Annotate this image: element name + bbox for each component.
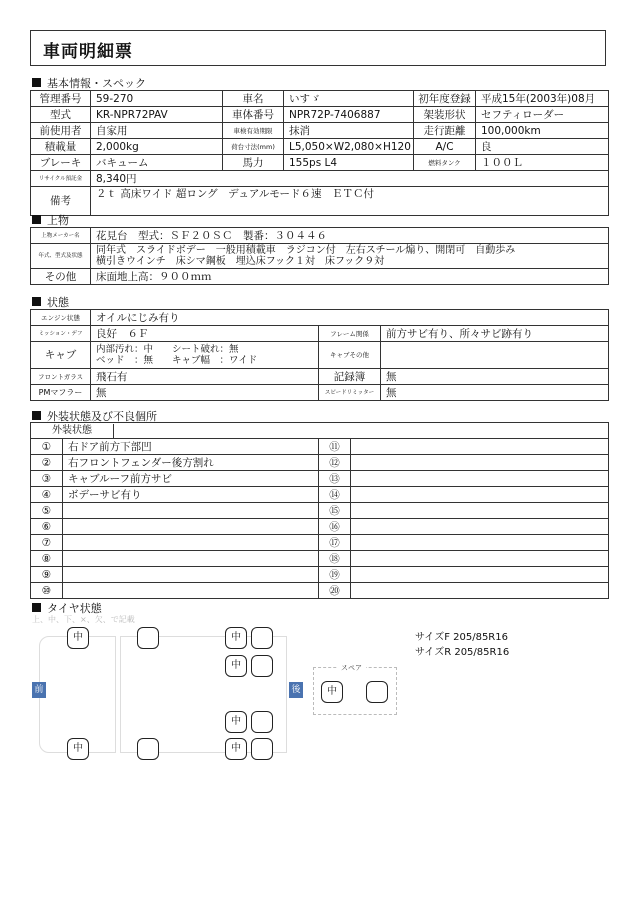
recycle-value: 8,340円 bbox=[91, 171, 609, 187]
defect-number: ⑭ bbox=[319, 487, 351, 503]
field-label: 馬力 bbox=[223, 155, 284, 171]
table-row bbox=[31, 503, 609, 519]
defect-text bbox=[63, 535, 319, 551]
field-label: 車検有効期限 bbox=[223, 123, 284, 139]
field-label: 型式 bbox=[31, 107, 91, 123]
engine-value: オイルにじみ有り bbox=[91, 310, 609, 326]
mission-value: 良好 ６Ｆ bbox=[91, 326, 319, 342]
field-label: A/C bbox=[414, 139, 476, 155]
cab-other-value bbox=[381, 342, 609, 369]
field-label: 車体番号 bbox=[223, 107, 284, 123]
tire-spare-2 bbox=[366, 681, 388, 703]
table-row bbox=[31, 91, 609, 107]
tire-mid-top bbox=[137, 627, 159, 649]
defect-number: ⑪ bbox=[319, 439, 351, 455]
maker-label: 上物メーカー名 bbox=[31, 228, 91, 244]
defect-number: ⑫ bbox=[319, 455, 351, 471]
tire-hint: 上、中、下、×、欠、で記載 bbox=[32, 615, 135, 624]
defect-text bbox=[351, 503, 609, 519]
tire-spare-1: 中 bbox=[321, 681, 343, 703]
exterior-header: 外装状態 bbox=[31, 424, 114, 438]
year-value-1: 同年式 スライドボデー 一般用積載車 ラジコン付 左右スチール煽り、開閉可 自動歩み bbox=[96, 245, 516, 256]
defect-number: ⑱ bbox=[319, 551, 351, 567]
field-value: NPR72P-7406887 bbox=[284, 107, 414, 123]
table-row bbox=[31, 187, 609, 216]
tire-rear-4b bbox=[251, 738, 273, 760]
basic-info-table bbox=[30, 90, 609, 216]
defect-text bbox=[351, 455, 609, 471]
glass-value: 飛石有 bbox=[91, 369, 319, 385]
field-value: セフティローダー bbox=[476, 107, 609, 123]
defect-number: ④ bbox=[31, 487, 63, 503]
field-value: 155ps L4 bbox=[284, 155, 414, 171]
field-value: １００Ｌ bbox=[476, 155, 609, 171]
section-status-heading bbox=[32, 294, 69, 310]
year-label: 年式、型式及状態 bbox=[31, 244, 91, 269]
defect-number: ⑨ bbox=[31, 567, 63, 583]
maker-value: 花見台 型式：ＳＦ２０ＳＣ 製番：３０４４６ bbox=[91, 228, 609, 244]
frame-value: 前方サビ有り、所々サビ跡有り bbox=[381, 326, 609, 342]
field-label: 走行距離 bbox=[414, 123, 476, 139]
cab-outline bbox=[39, 636, 116, 753]
body-table bbox=[30, 227, 609, 285]
field-value: KR-NPR72PAV bbox=[91, 107, 223, 123]
defect-text bbox=[351, 535, 609, 551]
limiter-value: 無 bbox=[381, 385, 609, 401]
cab-label: キャブ bbox=[31, 342, 91, 369]
cab-value-2: ベッド ：無 キャブ幅 ：ワイド bbox=[96, 355, 258, 366]
table-row bbox=[31, 567, 609, 583]
other-label: その他 bbox=[31, 269, 91, 285]
table-row bbox=[31, 385, 609, 401]
section-body-heading bbox=[32, 212, 69, 228]
field-value: いすゞ bbox=[284, 91, 414, 107]
defect-text bbox=[351, 487, 609, 503]
defect-text: 右ドア前方下部凹 bbox=[63, 439, 319, 455]
defect-text bbox=[63, 519, 319, 535]
tire-rear-3a: 中 bbox=[225, 711, 247, 733]
field-label: 架装形状 bbox=[414, 107, 476, 123]
defect-text bbox=[351, 567, 609, 583]
table-row bbox=[31, 471, 609, 487]
defect-number: ⑯ bbox=[319, 519, 351, 535]
field-label: 積載量 bbox=[31, 139, 91, 155]
table-row bbox=[31, 439, 609, 455]
table-row bbox=[31, 423, 609, 439]
defect-number: ⑰ bbox=[319, 535, 351, 551]
document-title-box bbox=[30, 30, 606, 66]
defect-text bbox=[63, 583, 319, 599]
table-row bbox=[31, 244, 609, 269]
defect-number: ⑳ bbox=[319, 583, 351, 599]
defect-number: ⑥ bbox=[31, 519, 63, 535]
field-label: 荷台寸法(mm) bbox=[223, 139, 284, 155]
defect-text: 右フロントフェンダー後方割れ bbox=[63, 455, 319, 471]
log-label: 記録簿 bbox=[319, 369, 381, 385]
front-marker: 前 bbox=[32, 682, 46, 698]
field-label: ブレーキ bbox=[31, 155, 91, 171]
document-title: 車両明細票 bbox=[43, 42, 133, 62]
glass-label: フロントガラス bbox=[31, 369, 91, 385]
frame-label: フレーム関係 bbox=[319, 326, 381, 342]
defect-text bbox=[63, 503, 319, 519]
section-body-label: 上物 bbox=[47, 214, 69, 227]
defect-text bbox=[63, 567, 319, 583]
defect-number: ⑩ bbox=[31, 583, 63, 599]
field-value: 59-270 bbox=[91, 91, 223, 107]
table-row bbox=[31, 519, 609, 535]
tire-mid-bottom bbox=[137, 738, 159, 760]
field-label: 初年度登録 bbox=[414, 91, 476, 107]
tire-size-rear: サイズR 205/85R16 bbox=[415, 647, 510, 658]
tire-rear-3b bbox=[251, 711, 273, 733]
defect-number: ① bbox=[31, 439, 63, 455]
table-row bbox=[31, 487, 609, 503]
bed-outline bbox=[120, 636, 287, 753]
defect-number: ⑮ bbox=[319, 503, 351, 519]
log-value: 無 bbox=[381, 369, 609, 385]
remarks-label: 備考 bbox=[31, 187, 91, 216]
table-row bbox=[31, 369, 609, 385]
engine-label: エンジン状態 bbox=[31, 310, 91, 326]
rear-marker: 後 bbox=[289, 682, 303, 698]
spare-label: スペア bbox=[337, 663, 366, 673]
section-tires-label: タイヤ状態 bbox=[47, 602, 102, 615]
tire-rear-2a: 中 bbox=[225, 655, 247, 677]
field-value: 平成15年(2003年)08月 bbox=[476, 91, 609, 107]
field-value: 2,000kg bbox=[91, 139, 223, 155]
field-label: 燃料タンク bbox=[414, 155, 476, 171]
remarks-value: ２ｔ 高床ワイド 超ロング デュアルモード６速 ＥＴＣ付 bbox=[91, 187, 609, 216]
year-value-2: 横引きウインチ 床シマ鋼板 埋込床フック１対 床フック９対 bbox=[96, 256, 385, 267]
defect-text bbox=[351, 583, 609, 599]
field-value: 良 bbox=[476, 139, 609, 155]
recycle-label: リサイクル預託金 bbox=[31, 171, 91, 187]
defect-text: ボデーサビ有り bbox=[63, 487, 319, 503]
field-value: L5,050×W2,080×H120 bbox=[284, 139, 414, 155]
table-row bbox=[31, 228, 609, 244]
defect-number: ⑦ bbox=[31, 535, 63, 551]
section-status-label: 状態 bbox=[47, 296, 69, 309]
tire-front-right: 中 bbox=[67, 738, 89, 760]
table-row bbox=[31, 123, 609, 139]
cab-other-label: キャブその他 bbox=[319, 342, 381, 369]
defect-number: ⑬ bbox=[319, 471, 351, 487]
field-value: 抹消 bbox=[284, 123, 414, 139]
field-label: 管理番号 bbox=[31, 91, 91, 107]
muffler-value: 無 bbox=[91, 385, 319, 401]
field-value: 100,000km bbox=[476, 123, 609, 139]
table-row bbox=[31, 269, 609, 285]
table-row bbox=[31, 139, 609, 155]
mission-label: ミッション・デフ bbox=[31, 326, 91, 342]
table-row bbox=[31, 342, 609, 369]
defect-text bbox=[351, 519, 609, 535]
tire-rear-1a: 中 bbox=[225, 627, 247, 649]
table-row bbox=[31, 171, 609, 187]
table-row bbox=[31, 551, 609, 567]
limiter-label: スピードリミッター bbox=[319, 385, 381, 401]
status-table bbox=[30, 309, 609, 401]
section-basic-heading bbox=[32, 75, 146, 91]
defect-text: キャブルーフ前方サビ bbox=[63, 471, 319, 487]
exterior-table bbox=[30, 422, 609, 599]
defect-number: ⑤ bbox=[31, 503, 63, 519]
tire-rear-2b bbox=[251, 655, 273, 677]
table-row bbox=[31, 107, 609, 123]
other-value: 床面地上高：９００ｍｍ bbox=[91, 269, 609, 285]
table-row bbox=[31, 535, 609, 551]
table-row bbox=[31, 326, 609, 342]
defect-text bbox=[351, 471, 609, 487]
field-label: 車名 bbox=[223, 91, 284, 107]
tire-size-front: サイズF 205/85R16 bbox=[415, 632, 508, 643]
table-row bbox=[31, 583, 609, 599]
defect-number: ⑲ bbox=[319, 567, 351, 583]
defect-number: ③ bbox=[31, 471, 63, 487]
tire-rear-4a: 中 bbox=[225, 738, 247, 760]
table-row bbox=[31, 155, 609, 171]
defect-text bbox=[351, 551, 609, 567]
field-value: 自家用 bbox=[91, 123, 223, 139]
field-value: バキューム bbox=[91, 155, 223, 171]
field-label: 前使用者 bbox=[31, 123, 91, 139]
defect-number: ⑧ bbox=[31, 551, 63, 567]
table-row bbox=[31, 310, 609, 326]
section-basic-label: 基本情報・スペック bbox=[47, 77, 146, 90]
table-row bbox=[31, 455, 609, 471]
muffler-label: PMマフラー bbox=[31, 385, 91, 401]
tire-front-left: 中 bbox=[67, 627, 89, 649]
defect-number: ② bbox=[31, 455, 63, 471]
section-exterior-label: 外装状態及び不良個所 bbox=[47, 410, 157, 423]
cab-value-1: 内部汚れ：中 シート破れ：無 bbox=[96, 344, 239, 355]
defect-text bbox=[63, 551, 319, 567]
defect-text bbox=[351, 439, 609, 455]
tire-rear-1b bbox=[251, 627, 273, 649]
